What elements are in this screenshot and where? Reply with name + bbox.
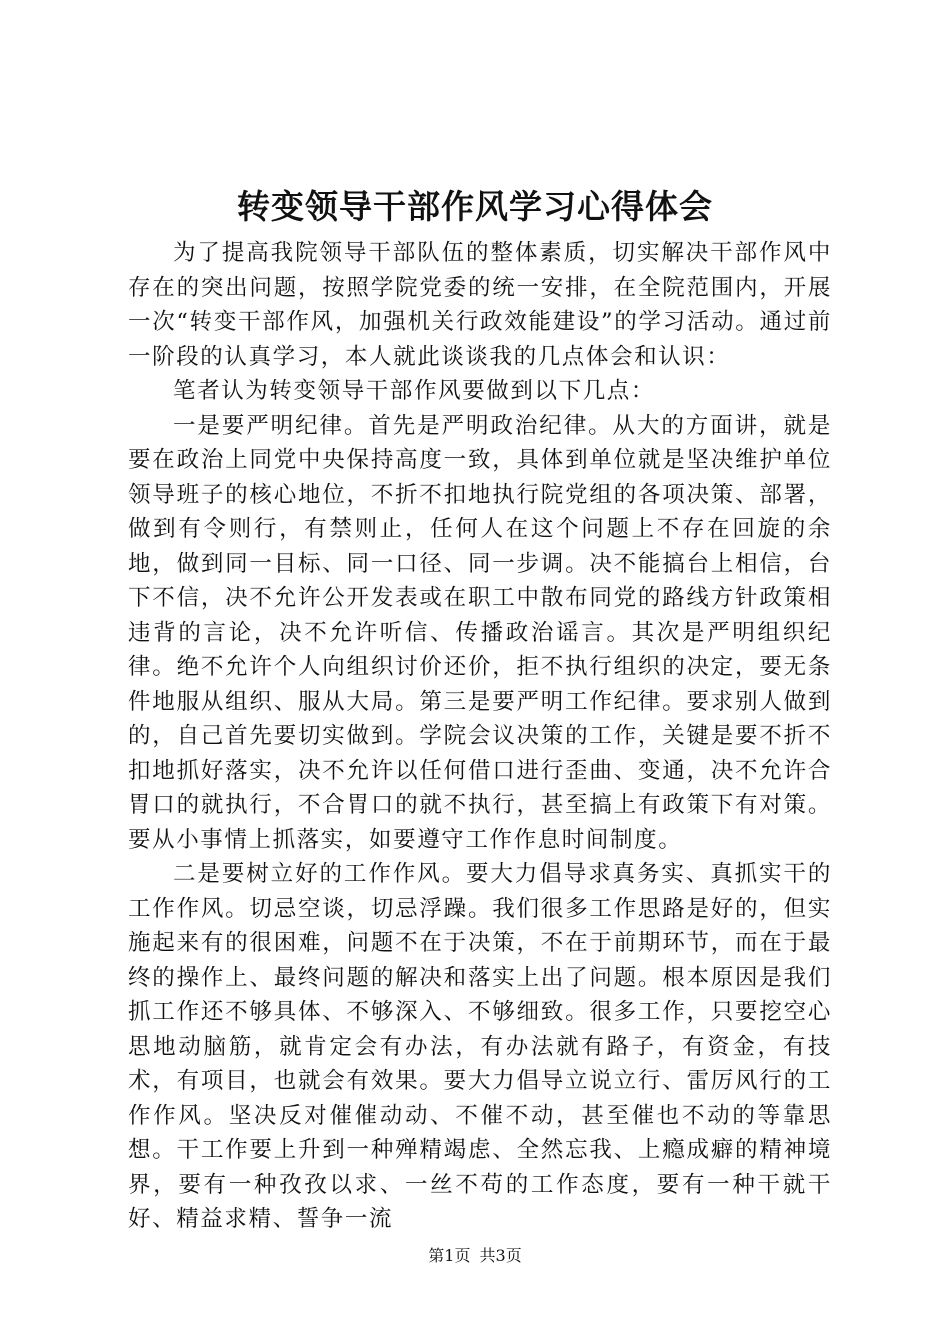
page-number: 第1页 bbox=[428, 1246, 471, 1265]
page-total: 共3页 bbox=[479, 1246, 522, 1265]
document-title: 转变领导干部作风学习心得体会 bbox=[237, 187, 713, 226]
document-body bbox=[128, 236, 832, 1237]
paragraph-point-two: 二是要树立好的工作作风。要大力倡导求真务实、真抓实干的工作作风。切忌空谈，切忌浮躁。我们很多工作思路是好的，但实施起来有的很困难，问题不在于决策，不在于前期环节，而在于最终的操作上、最终问题的解决和落实上出了问题。根本原因是我们抓工作还不够具体、不够深入、不够细致。很多工作，只要挖空心思地动脑筋，就肯定会有办法，有办法就有路子，有资金，有技术，有项目，也就会有效果。要大力倡导立说立行、雷厉风行的工作作风。坚决反对催催动动、不催不动，甚至催也不动的等靠思想。干工作要上升到一种殚精竭虑、全然忘我、上瘾成癖的精神境界，要有一种孜孜以求、一丝不苟的工作态度，要有一种干就干好、精益求精、誓争一流 bbox=[128, 861, 832, 1232]
paragraph-point-one: 一是要严明纪律。首先是严明政治纪律。从大的方面讲，就是要在政治上同党中央保持高度一致，具体到单位就是坚决维护单位领导班子的核心地位，不折不扣地执行院党组的各项决策、部署，做到有令则行，有禁则止，任何人在这个问题上不存在回旋的余地，做到同一目标、同一口径、同一步调。决不能搞台上相信，台下不信，决不允许公开发表或在职工中散布同党的路线方针政策相违背的言论，决不允许听信、传播政治谣言。其次是严明组织纪律。绝不允许个人向组织讨价还价，拒不执行组织的决定，要无条件地服从组织、服从大局。第三是要严明工作纪律。要求别人做到的，自己首先要切实做到。学院会议决策的工作，关键是要不折不扣地抓好落实，决不允许以任何借口进行歪曲、变通，决不允许合胃口的就执行，不合胃口的就不执行，甚至搞上有政策下有对策。要从小事情上抓落实，如要遵守工作作息时间制度。 bbox=[128, 412, 832, 853]
page-footer bbox=[0, 1244, 950, 1268]
paragraph-summary: 笔者认为转变领导干部作风要做到以下几点： bbox=[173, 378, 656, 404]
paragraph-intro: 为了提高我院领导干部队伍的整体素质，切实解决干部作风中存在的突出问题，按照学院党委的统一安排，在全院范围内，开展一次“转变干部作风，加强机关行政效能建设”的学习活动。通过前一阶段的认真学习，本人就此谈谈我的几点体会和认识： bbox=[128, 240, 832, 370]
